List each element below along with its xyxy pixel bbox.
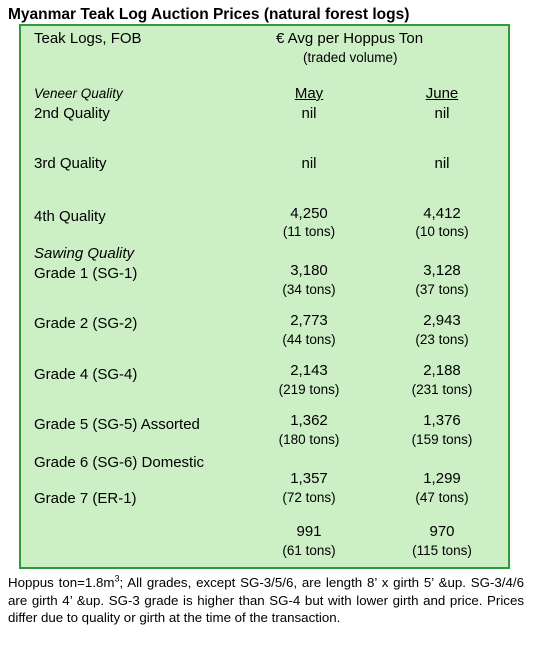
row-label: Grade 6 (SG-6) Domestic <box>34 454 205 471</box>
row-value-may: 4,250 <box>290 205 328 222</box>
row-value-may: 1,362 <box>290 412 328 429</box>
row-volume-may: (44 tons) <box>282 332 336 347</box>
row-value-may: nil <box>301 105 317 122</box>
row-value-june: 3,128 <box>423 262 461 279</box>
row-label: Grade 4 (SG-4) <box>34 366 138 383</box>
column-header-june: June <box>425 85 459 102</box>
row-value-may: 1,357 <box>290 470 328 487</box>
section-veneer-quality: Veneer Quality <box>34 86 123 101</box>
row-value-june: 1,299 <box>423 470 461 487</box>
page-title: Myanmar Teak Log Auction Prices (natural forest logs) <box>8 6 410 23</box>
row-volume-june: (47 tons) <box>415 490 469 505</box>
section-sawing-quality: Sawing Quality <box>34 245 135 262</box>
row-value-may: 3,180 <box>290 262 328 279</box>
header-right: € Avg per Hoppus Ton <box>276 30 424 47</box>
row-volume-june: (159 tons) <box>411 432 473 447</box>
row-volume-may: (180 tons) <box>278 432 340 447</box>
column-header-may: May <box>294 85 324 102</box>
row-label: 2nd Quality <box>34 105 110 122</box>
row-volume-may: (61 tons) <box>282 543 336 558</box>
header-right-sub: (traded volume) <box>303 50 398 65</box>
row-value-june: 970 <box>429 523 455 540</box>
row-volume-june: (23 tons) <box>415 332 469 347</box>
footnote-text: ; All grades, except SG-3/5/6, are length 8’ x girth 5’ &up. SG-3/4/6 are girth 4’ &up. SG-3 grade is higher than SG-4 but with lower girth and price. Prices differ due to quality or girth at the time of the transaction. <box>8 575 524 626</box>
row-value-may: 991 <box>296 523 322 540</box>
row-volume-june: (231 tons) <box>411 382 473 397</box>
row-label: Grade 5 (SG-5) Assorted <box>34 416 200 433</box>
row-value-may: 2,773 <box>290 312 328 329</box>
row-label: Grade 2 (SG-2) <box>34 315 138 332</box>
row-value-june: 2,188 <box>423 362 461 379</box>
row-value-june: nil <box>434 105 450 122</box>
row-volume-june: (115 tons) <box>412 543 472 558</box>
row-value-may: 2,143 <box>290 362 328 379</box>
row-volume-may: (219 tons) <box>278 382 340 397</box>
row-value-june: 2,943 <box>423 312 461 329</box>
row-volume-may: (72 tons) <box>282 490 336 505</box>
row-value-june: 1,376 <box>423 412 461 429</box>
row-volume-may: (11 tons) <box>282 224 336 239</box>
row-label: 4th Quality <box>34 208 106 225</box>
row-value-june: nil <box>434 155 450 172</box>
header-left: Teak Logs, FOB <box>34 30 142 47</box>
row-volume-june: (37 tons) <box>415 282 469 297</box>
row-value-june: 4,412 <box>423 205 461 222</box>
footnote <box>8 574 524 627</box>
row-label: 3rd Quality <box>34 155 107 172</box>
row-volume-june: (10 tons) <box>415 224 469 239</box>
row-volume-may: (34 tons) <box>282 282 336 297</box>
footnote-superscript: 3 <box>114 573 120 584</box>
row-label: Grade 7 (ER-1) <box>34 490 137 507</box>
footnote-prefix: Hoppus ton=1.8m <box>8 575 115 590</box>
row-value-may: nil <box>301 155 317 172</box>
price-table <box>19 24 510 569</box>
row-label: Grade 1 (SG-1) <box>34 265 138 282</box>
